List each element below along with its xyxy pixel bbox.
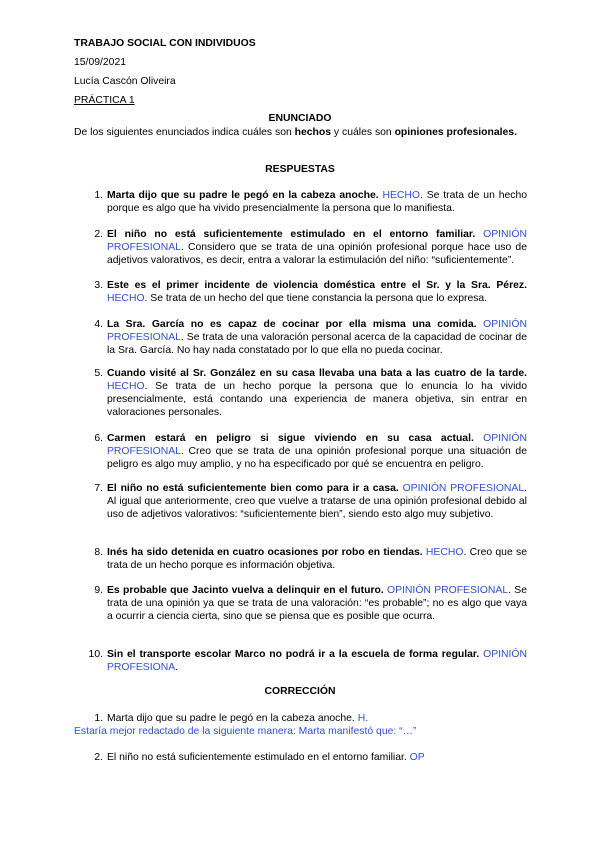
enunciado-text: De los siguientes enunciados indica cuáles son hechos y cuáles son opiniones profesionales. — [74, 127, 517, 138]
item-explanation: . Se trata de un hecho del que tiene constancia la persona que lo expresa. — [144, 293, 488, 304]
answer-item — [94, 432, 528, 471]
item-statement: Cuando visité al Sr. González en su casa llevaba una bata a las cuatro de la tarde. — [107, 368, 527, 379]
item-statement: Carmen estará en peligro si sigue viviendo en su casa actual. — [107, 433, 474, 444]
author-name: Lucía Cascón Oliveira — [74, 76, 176, 87]
item-tag: HECHO — [107, 293, 145, 304]
item-statement: Es probable que Jacinto vuelva a delinquir en el futuro. — [107, 585, 384, 596]
correction-note: Estaría mejor redactado de la siguiente manera: Marta manifestó que: “…” — [74, 726, 417, 737]
item-statement: La Sra. García no es capaz de cocinar por ella misma una comida. — [107, 319, 477, 330]
answer-item — [94, 546, 527, 572]
item-tag: HECHO — [107, 381, 145, 392]
item-tag: OPINIÓN PROFESIONAL — [107, 433, 528, 457]
correction-tag: OP — [409, 752, 425, 763]
item-tag: OPINIÓN PROFESIONAL — [107, 229, 527, 253]
item-tag: OPINIÓN PROFESIONA — [107, 649, 527, 673]
item-tag: OPINIÓN PROFESIONAL — [107, 319, 527, 343]
correction-text: Marta dijo que su padre le pegó en la cabeza anoche. — [107, 713, 358, 724]
item-statement: Inés ha sido detenida en cuatro ocasiones por robo en tiendas. — [107, 547, 423, 558]
item-statement: El niño no está suficientemente bien como para ir a casa. — [107, 483, 399, 494]
item-explanation: . Considero que se trata de una opinión profesional porque hace uso de adjetivos valorativos, es decir, entra a valorar la estimulación del niño: “suficientemente”. — [107, 242, 527, 266]
answer-item — [94, 189, 528, 215]
correction-item — [94, 712, 527, 725]
item-explanation: . Se trata de una valoración personal acerca de la capacidad de cocinar de la Sra. García. No hay nada constatado por lo que ella no pueda cocinar. — [107, 332, 527, 356]
item-tag: OPINIÓN PROFESIONAL — [387, 585, 509, 596]
item-number: 10. — [88, 649, 103, 660]
correccion-heading: CORRECCIÓN — [264, 686, 336, 697]
answer-item — [94, 584, 527, 623]
item-statement: El niño no está suficientemente estimulado en el entorno familiar. — [107, 229, 476, 240]
correction-tag: H. — [357, 713, 369, 724]
item-statement: Este es el primer incidente de violencia doméstica entre el Sr. y la Sra. Pérez. — [107, 280, 527, 291]
item-number: 3. — [94, 280, 103, 291]
item-explanation: . Se trata de una opinión ya que se trata de una valoración: “es probable”; no es algo que vaya a ocurrir a ciencia cierta, sino que se piensa que es posible que ocurra. — [107, 585, 527, 622]
item-number: 6. — [94, 433, 103, 444]
item-tag: HECHO — [425, 547, 464, 558]
item-statement: Marta dijo que su padre le pegó en la cabeza anoche. — [107, 190, 379, 201]
answer-item — [94, 279, 527, 305]
practice-label: PRÁCTICA 1 — [74, 95, 135, 106]
respuestas-heading: RESPUESTAS — [265, 164, 335, 175]
item-number: 2. — [94, 752, 103, 763]
item-explanation: . Creo que se trata de una opinión profesional porque una situación de peligro es algo muy amplio, y no ha especificado por qué se encuentra en peligro. — [107, 446, 527, 470]
item-statement: Sin el transporte escolar Marco no podrá ir a la escuela de forma regular. — [107, 649, 480, 660]
document-date: 15/09/2021 — [74, 57, 127, 68]
correction-item — [94, 751, 527, 764]
item-number: 8. — [94, 547, 103, 558]
item-number: 1. — [94, 190, 103, 201]
item-explanation: . Se trata de un hecho porque la persona que lo enuncia lo ha vivido presencialmente, está contando una experiencia de manera objetiva, sin entrar en valoraciones personales. — [107, 381, 527, 418]
answer-item — [94, 482, 528, 521]
item-explanation: . Creo que se trata de un hecho porque es información objetiva. — [107, 547, 527, 571]
enunciado-heading: ENUNCIADO — [268, 113, 332, 124]
item-number: 4. — [94, 319, 103, 330]
item-number: 1. — [94, 713, 103, 724]
item-explanation: . Se trata de un hecho porque es algo que ha vivido presencialmente la persona que lo manifiesta. — [107, 190, 528, 214]
answer-item — [94, 367, 527, 419]
item-explanation: . Al igual que anteriormente, creo que vuelve a tratarse de una opinión profesional debido al uso de adjetivos valorativos: “suficientemente bien”, siendo esto algo muy subjetivo. — [107, 483, 528, 520]
item-number: 9. — [94, 585, 103, 596]
answer-item — [94, 228, 527, 267]
item-number: 2. — [94, 229, 103, 240]
answer-item — [94, 318, 527, 357]
item-explanation: . — [175, 662, 179, 673]
item-tag: HECHO — [382, 190, 421, 201]
item-number: 5. — [94, 368, 103, 379]
answer-item — [88, 648, 527, 674]
item-number: 7. — [94, 483, 103, 494]
item-tag: OPINIÓN PROFESIONAL — [402, 483, 525, 494]
correction-text: El niño no está suficientemente estimulado en el entorno familiar. — [107, 752, 410, 763]
document-title: TRABAJO SOCIAL CON INDIVIDUOS — [74, 38, 256, 49]
